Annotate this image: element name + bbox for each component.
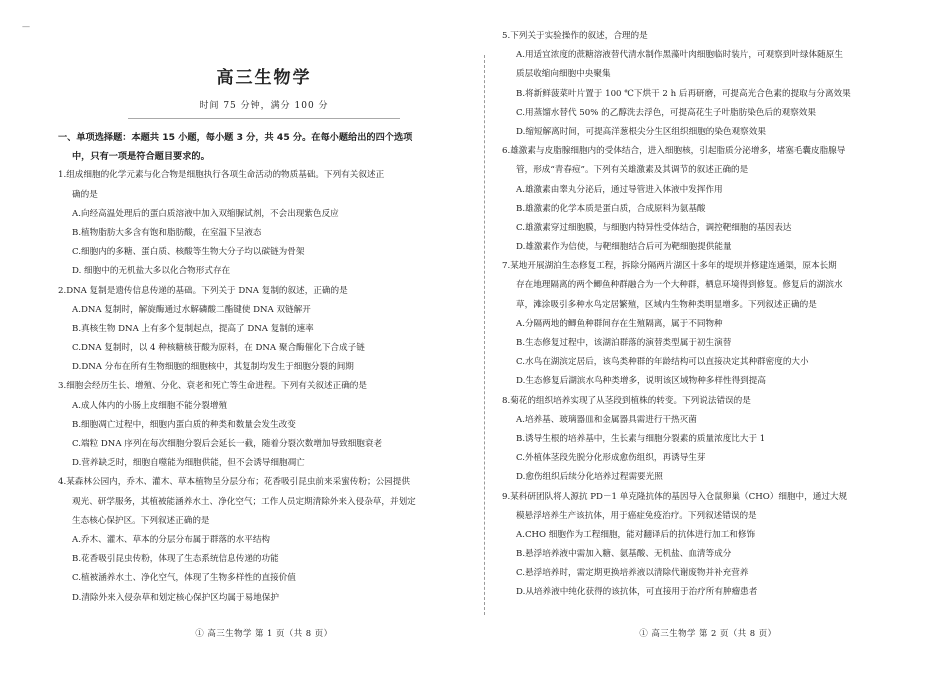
- answer-option: D.DNA 分布在所有生物细胞的细胞核中，其复制均发生于细胞分裂的间期: [72, 362, 354, 373]
- answer-option: B.诱导生根的培养基中，生长素与细胞分裂素的质量浓度比大于 1: [516, 433, 766, 444]
- answer-option: D.雄激素作为信使，与靶细胞结合后可为靶细胞提供能量: [516, 242, 732, 253]
- question-stem-line: 8.菊花的组织培养实现了从茎段到植株的转变。下列说法错误的是: [502, 395, 751, 406]
- answer-option: C.DNA 复制时，以 4 种核糖核苷酸为原料，在 DNA 聚合酶催化下合成子链: [72, 343, 365, 354]
- question-stem-line: 3.细胞会经历生长、增殖、分化、衰老和死亡等生命进程。下列有关叙述正确的是: [58, 381, 367, 392]
- question-stem-line: 观光、研学服务，其植被能涵养水土、净化空气；工作人员定期清除外来入侵杂草，并划定: [72, 496, 416, 507]
- answer-option: D.缩短解离时间，可提高洋葱根尖分生区组织细胞的染色观察效果: [516, 126, 766, 137]
- question-stem-line: 7.某地开展湖泊生态修复工程，拆除分隔两片湖区十多年的堤坝并修建连通渠，原本长期: [502, 261, 837, 272]
- answer-option: C.植被涵养水土、净化空气，体现了生物多样性的直接价值: [72, 573, 296, 584]
- answer-option: B.将新鲜菠菜叶片置于 100 ℃下烘干 2 h 后再研磨，可提高光合色素的提取与分离效果: [516, 88, 851, 99]
- answer-option: B.真核生物 DNA 上有多个复制起点，提高了 DNA 复制的速率: [72, 323, 314, 334]
- answer-option: C.外植体茎段先脱分化形成愈伤组织，再诱导生芽: [516, 453, 706, 464]
- answer-option: A.分隔两地的鲫鱼种群间存在生殖隔离，属于不同物种: [516, 318, 723, 329]
- right-question-list: [502, 27, 914, 603]
- answer-option: B.花香吸引昆虫传粉，体现了生态系统信息传递的功能: [72, 554, 279, 565]
- question-stem-line: 9.某科研团队将人源抗 PD－1 单克隆抗体的基因导入仓鼠卵巢（CHO）细胞中，通过大规: [502, 491, 848, 502]
- answer-option: A.培养基、玻璃器皿和金属器具需进行干热灭菌: [516, 414, 697, 425]
- question-stem-line: 确的是: [72, 189, 98, 200]
- answer-option: D.愈伤组织后续分化培养过程需要光照: [516, 472, 663, 483]
- answer-option: C.端粒 DNA 序列在每次细胞分裂后会延长一截，随着分裂次数增加导致细胞衰老: [72, 439, 383, 449]
- section-heading-line: 中，只有一项是符合题目要求的。: [72, 151, 210, 163]
- page-title: 高三生物学: [216, 68, 312, 88]
- answer-option: A.向经高温处理后的蛋白质溶液中加入双缩脲试剂，不会出现紫色反应: [72, 208, 339, 219]
- answer-option: C.悬浮培养时，需定期更换培养液以清除代谢废物并补充营养: [516, 568, 749, 579]
- answer-option: B.生态修复过程中，该湖泊群落的演替类型属于初生演替: [516, 338, 732, 348]
- page-left: [58, 0, 470, 673]
- question-stem-line: 4.某森林公园内，乔木、灌木、草本植物呈分层分布；花香吸引昆虫前来采蜜传粉；公园提供: [58, 477, 410, 488]
- question-stem-line: 1.组成细胞的化学元素与化合物是细胞执行各项生命活动的物质基础。下列有关叙述正: [58, 170, 385, 181]
- answer-option: D. 细胞中的无机盐大多以化合物形式存在: [72, 266, 231, 277]
- answer-option: D.从培养液中纯化获得的该抗体，可直接用于治疗所有肿瘤患者: [516, 587, 758, 598]
- question-stem-line: 5.下列关于实验操作的叙述，合理的是: [502, 31, 648, 41]
- answer-option: D.生态修复后湖滨水鸟种类增多，说明该区域物种多样性得到提高: [516, 376, 766, 387]
- page-right: [502, 0, 914, 673]
- question-stem-line: 6.雄激素与皮脂腺细胞内的受体结合，进入细胞核，引起脂质分泌增多，堵塞毛囊皮脂腺导: [502, 146, 846, 157]
- answer-option: A.成人体内的小肠上皮细胞不能分裂增殖: [72, 400, 228, 411]
- answer-option: A.乔木、灌木、草本的分层分布属于群落的水平结构: [72, 534, 271, 545]
- answer-option: B.植物脂肪大多含有饱和脂肪酸，在室温下呈液态: [72, 227, 262, 238]
- question-stem-line: 模悬浮培养生产该抗体，用于癌症免疫治疗。下列叙述错误的是: [516, 510, 757, 521]
- left-question-list: [58, 128, 470, 608]
- answer-option: A.DNA 复制时，解旋酶通过水解磷酸二酯键使 DNA 双链解开: [72, 304, 311, 315]
- answer-option: C.用蒸馏水替代 50% 的乙醇洗去浮色，可提高花生子叶脂肪染色后的观察效果: [516, 107, 816, 118]
- answer-option: C.水鸟在湖滨定居后，该鸟类种群的年龄结构可以直接决定其种群密度的大小: [516, 357, 809, 368]
- question-stem-line: 存在地理隔离的两个鲫鱼种群融合为一个大种群，栖息环境得到修复。修复后的湖滨水: [516, 280, 843, 291]
- header-mark: —: [22, 22, 30, 31]
- column-divider: [484, 55, 485, 615]
- answer-option: B.悬浮培养液中需加入糖、氨基酸、无机盐、血清等成分: [516, 549, 732, 560]
- exam-time-info: 时间 75 分钟，满分 100 分: [199, 101, 329, 111]
- answer-option: A.雄激素由睾丸分泌后，通过导管进入体液中发挥作用: [516, 184, 723, 195]
- answer-option: 质层收缩向细胞中央聚集: [516, 69, 611, 80]
- answer-option: C.雄激素穿过细胞膜，与细胞内特异性受体结合，调控靶细胞的基因表达: [516, 222, 792, 233]
- section-heading-line: 一、单项选择题：本题共 15 小题，每小题 3 分，共 45 分。在每小题给出的四个选项: [58, 132, 413, 143]
- answer-option: B.细胞凋亡过程中，细胞内蛋白质的种类和数量会发生改变: [72, 419, 296, 430]
- title-rule: [128, 118, 400, 119]
- page-footer: ① 高三生物学 第 1 页（共 8 页）: [195, 628, 333, 638]
- answer-option: C.细胞内的多糖、蛋白质、核酸等生物大分子均以碳链为骨架: [72, 247, 305, 258]
- question-stem-line: 生态核心保护区。下列叙述正确的是: [72, 515, 210, 526]
- answer-option: D.清除外来入侵杂草和划定核心保护区均属于易地保护: [72, 592, 279, 603]
- question-stem-line: 管，形成“青春痘”。下列有关雄激素及其调节的叙述正确的是: [516, 165, 749, 176]
- answer-option: B.雄激素的化学本质是蛋白质，合成原料为氨基酸: [516, 203, 706, 214]
- answer-option: D.营养缺乏时，细胞自噬能为细胞供能，但不会诱导细胞凋亡: [72, 458, 305, 469]
- answer-option: A.CHO 细胞作为工程细胞，能对翻译后的抗体进行加工和修饰: [516, 529, 756, 540]
- question-stem-line: 草，滩涂吸引多种水鸟定居繁殖，区域内生物种类明显增多。下列叙述正确的是: [516, 299, 817, 310]
- question-stem-line: 2.DNA 复制是遗传信息传递的基础。下列关于 DNA 复制的叙述，正确的是: [58, 285, 348, 296]
- page-footer: ① 高三生物学 第 2 页（共 8 页）: [639, 628, 777, 638]
- answer-option: A.用适宜浓度的蔗糖溶液替代清水制作黑藻叶肉细胞临时装片，可观察到叶绿体随原生: [516, 50, 843, 61]
